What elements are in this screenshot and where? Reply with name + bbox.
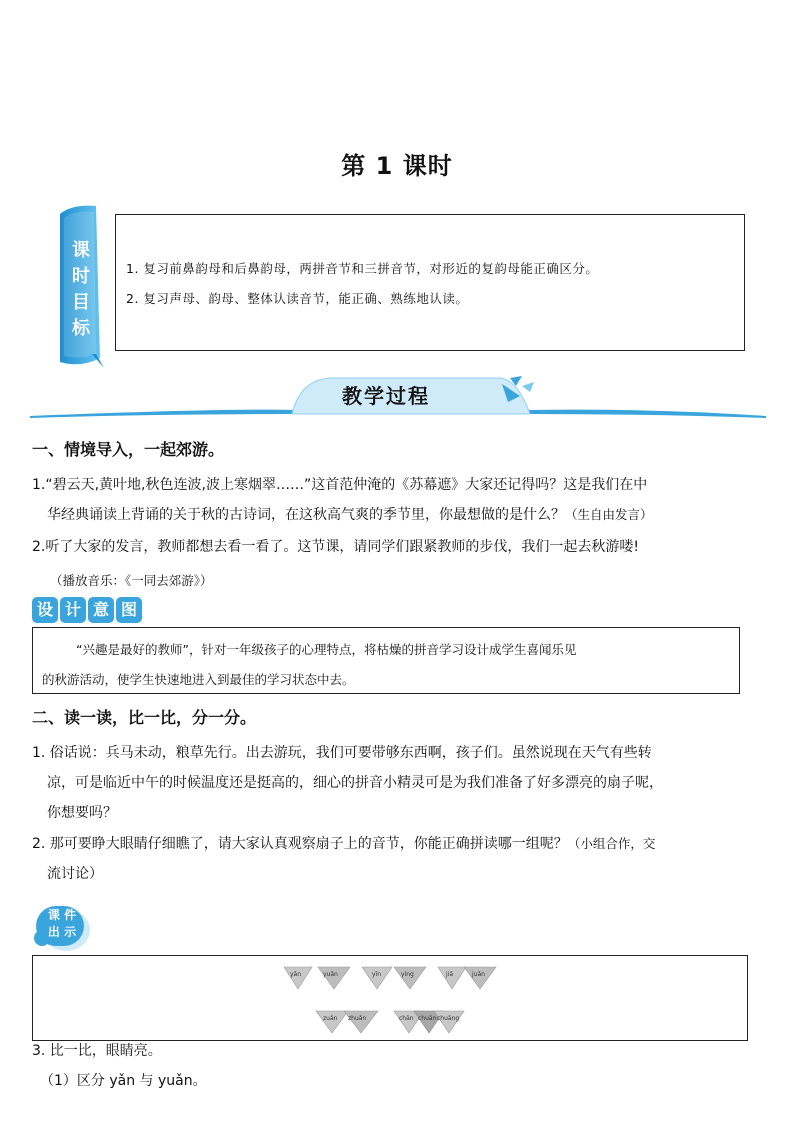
courseware-badge: [32, 902, 90, 952]
section1-p1-line2: 华经典诵读上背诵的关于秋的古诗词，在这秋高气爽的季节里，你最想做的是什么？: [47, 507, 565, 523]
badge-char: 图: [116, 597, 142, 623]
section2-p1-line3: 你想要吗？: [47, 805, 117, 821]
fan-illustrations: [32, 955, 748, 1041]
objectives-tab-char: 目: [72, 292, 90, 313]
section1-p2-line1: 2.听了大家的发言，教师都想去看一看了。这节课，请同学们跟紧教师的步伐，我们一起去秋游喽!: [32, 539, 639, 555]
badge-char: 课: [47, 908, 60, 922]
badge-char: 意: [88, 597, 114, 623]
fan-syllable: jiā: [446, 971, 454, 978]
section3-p3: 3. 比一比，眼睛亮。: [32, 1043, 162, 1059]
fan-syllable: chān: [399, 1015, 414, 1022]
section1-p1-line2-wrap: [47, 502, 653, 528]
objective-item-1: 1. 复习前鼻韵母和后鼻韵母，两拼音节和三拼音节，对形近的复韵母能正确区分。: [126, 261, 599, 276]
fan-group-1: [284, 967, 350, 989]
fan-group-5: [394, 1011, 464, 1033]
section2-heading: 二、读一读，比一比，分一分。: [32, 708, 257, 727]
fan-syllable: chuān: [418, 1015, 437, 1022]
section2-p2-line1: 2. 那可要睁大眼睛仔细瞧了，请大家认真观察扇子上的音节，你能正确拼读哪一组呢？: [32, 836, 568, 852]
fan-syllable: yīn: [372, 971, 382, 978]
fan-syllable: zhuǎn: [348, 1015, 367, 1022]
fan-syllable: yíng: [401, 971, 414, 978]
section1-p1-note: （生自由发言）: [565, 507, 653, 522]
badge-char: 出: [47, 925, 60, 939]
section2-p1-line1: 1. 俗话说：兵马未动，粮草先行。出去游玩，我们可要带够东西啊，孩子们。虽然说现在天气有些转: [32, 745, 652, 761]
design-intent-line2: 的秋游活动，使学生快速地进入到最佳的学习状态中去。: [42, 672, 355, 687]
fan-syllable: yuǎn: [323, 971, 338, 978]
design-intent-badge: [32, 597, 142, 623]
fan-syllable: chuāng: [437, 1015, 460, 1022]
fan-syllable: yǎn: [290, 971, 302, 978]
badge-char: 示: [64, 925, 77, 939]
objectives-tab-char: 课: [72, 240, 90, 261]
section1-p1-line1: 1.“碧云天,黄叶地,秋色连波,波上寒烟翠……”这首范仲淹的《苏幕遮》大家还记得吗？这是我们在中: [32, 477, 648, 493]
fan-group-4: [316, 1011, 378, 1033]
process-banner-label: 教学过程: [342, 384, 430, 408]
design-intent-line1: “兴趣是最好的教师”，针对一年级孩子的心理特点，将枯燥的拼音学习设计成学生喜闻乐见: [76, 642, 577, 657]
section2-p2-line1-wrap: [32, 831, 655, 857]
section1-heading: 一、情境导入，一起郊游。: [32, 440, 225, 459]
section2-p1-line2: 凉，可是临近中午的时候温度还是挺高的，细心的拼音小精灵可是为我们准备了好多漂亮的扇子呢，: [47, 775, 663, 791]
objectives-box: [115, 214, 745, 351]
page-title: 第 1 课时: [341, 152, 453, 180]
section1-p2-note: （播放音乐：《一同去郊游》）: [50, 573, 213, 588]
fan-group-3: [438, 967, 496, 989]
section2-p2-note: （小组合作，交: [567, 836, 656, 851]
objectives-tab-char: 时: [72, 266, 90, 287]
fan-syllable: juǎn: [472, 971, 485, 978]
section2-p2-line2: 流讨论）: [47, 866, 103, 882]
objective-item-2: 2. 复习声母、韵母、整体认读音节，能正确、熟练地认读。: [126, 291, 469, 306]
objectives-tab: [52, 204, 106, 370]
process-banner: [30, 374, 766, 420]
fan-group-2: [362, 967, 426, 989]
badge-char: 设: [32, 597, 58, 623]
badge-char: 计: [60, 597, 86, 623]
section3-sub1: （1）区分 yǎn 与 yuǎn。: [40, 1073, 207, 1089]
objectives-tab-char: 标: [72, 318, 90, 339]
fan-syllable: zuǎn: [323, 1015, 338, 1022]
badge-char: 件: [64, 908, 77, 922]
